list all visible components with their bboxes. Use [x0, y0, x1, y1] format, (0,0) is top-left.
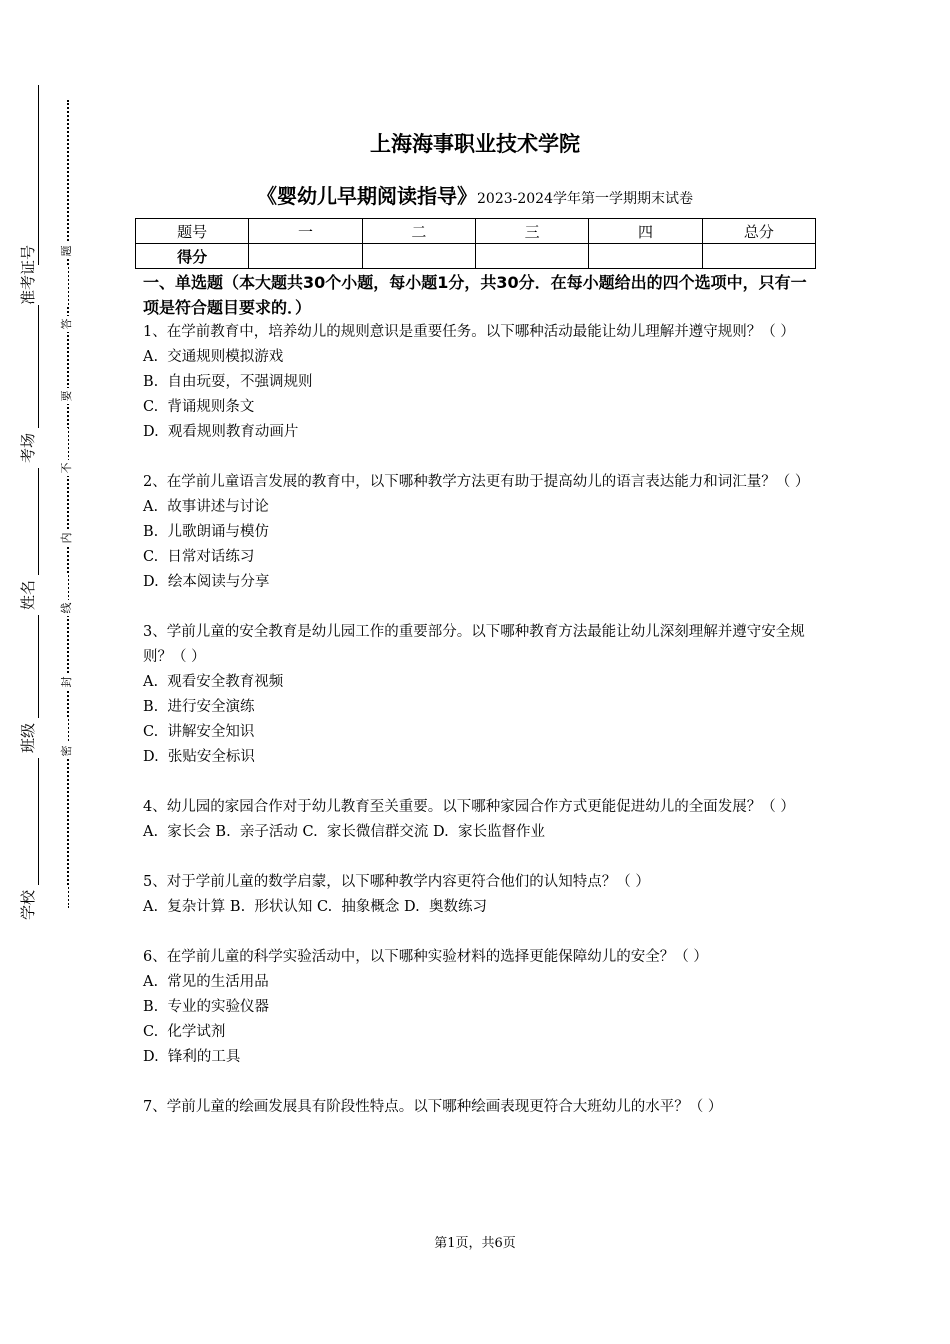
score-table: [135, 218, 816, 269]
score-cell-header: 二: [362, 219, 475, 244]
question-option: C. 化学试剂: [143, 1024, 226, 1040]
seal-char: 封: [59, 674, 75, 690]
seal-char: 题: [59, 243, 75, 259]
question-option: A. 交通规则模拟游戏: [143, 349, 284, 365]
question-item: [143, 795, 813, 845]
question-item: [143, 1095, 813, 1120]
term-label: 2023-2024学年第一学期期末试卷: [477, 191, 693, 207]
question-item: [143, 320, 813, 445]
question-option: A. 复杂计算 B. 形状认知 C. 抽象概念 D. 奥数练习: [143, 899, 487, 915]
score-cell-header: 一: [249, 219, 362, 244]
course-title: 《婴幼儿早期阅读指导》: [257, 184, 477, 208]
score-cell-header: 总分: [702, 219, 815, 244]
score-cell-label: 题号: [136, 219, 249, 244]
question-item: [143, 620, 813, 770]
question-option: C. 讲解安全知识: [143, 724, 255, 740]
binding-dotted-line: [67, 100, 69, 908]
question-stem: 3、学前儿童的安全教育是幼儿园工作的重要部分。以下哪种教育方法最能让幼儿深刻理解并遵守安全规则？（ ）: [143, 624, 805, 665]
question-option: A. 家长会 B. 亲子活动 C. 家长微信群交流 D. 家长监督作业: [143, 824, 545, 840]
question-option: D. 绘本阅读与分享: [143, 574, 270, 590]
score-table-score-row: [136, 244, 816, 269]
seal-char: 答: [59, 316, 75, 332]
question-option: A. 故事讲述与讨论: [143, 499, 269, 515]
seal-char: 要: [59, 388, 75, 404]
question-option: B. 进行安全演练: [143, 699, 255, 715]
score-cell-header: 四: [589, 219, 702, 244]
page-footer: 第1页，共6页: [434, 1236, 516, 1251]
question-stem: 4、幼儿园的家园合作对于幼儿教育至关重要。以下哪种家园合作方式更能促进幼儿的全面发展？（ ）: [143, 799, 795, 815]
question-stem: 7、学前儿童的绘画发展具有阶段性特点。以下哪种绘画表现更符合大班幼儿的水平？（ ）: [143, 1099, 723, 1115]
binding-solid-line: [38, 85, 39, 925]
exam-subtitle: [0, 180, 950, 209]
school-title: 上海海事职业技术学院: [370, 132, 580, 156]
question-option: B. 儿歌朗诵与模仿: [143, 524, 269, 540]
score-cell-empty: [702, 244, 815, 269]
question-option: D. 锋利的工具: [143, 1049, 241, 1065]
score-cell-empty: [475, 244, 588, 269]
question-option: D. 观看规则教育动画片: [143, 424, 299, 440]
seal-char: 内: [59, 530, 75, 546]
score-cell-label: 得分: [136, 244, 249, 269]
field-exam-room: 考场: [8, 428, 68, 468]
question-option: B. 自由玩耍，不强调规则: [143, 374, 313, 390]
field-school: 学校: [8, 885, 68, 925]
question-item: [143, 870, 813, 920]
field-name: 姓名: [8, 575, 68, 615]
seal-char: 不: [59, 460, 75, 476]
question-stem: 6、在学前儿童的科学实验活动中，以下哪种实验材料的选择更能保障幼儿的安全？（ ）: [143, 949, 708, 965]
seal-char: 线: [59, 600, 75, 616]
question-stem: 1、在学前教育中，培养幼儿的规则意识是重要任务。以下哪种活动最能让幼儿理解并遵守规则？（ ）: [143, 324, 795, 340]
question-item: [143, 470, 813, 595]
field-class: 班级: [8, 718, 68, 758]
question-option: D. 张贴安全标识: [143, 749, 255, 765]
section-heading: 一、单选题（本大题共30个小题，每小题1分，共30分．在每小题给出的四个选项中，只有一项是符合题目要求的．）: [143, 273, 807, 317]
field-exam-number: 准考证号: [8, 265, 68, 305]
question-item: [143, 945, 813, 1070]
question-list: [143, 320, 813, 1145]
score-cell-empty: [589, 244, 702, 269]
question-stem: 5、对于学前儿童的数学启蒙，以下哪种教学内容更符合他们的认知特点？（ ）: [143, 874, 650, 890]
score-table-header-row: [136, 219, 816, 244]
question-option: C. 日常对话练习: [143, 549, 255, 565]
question-option: A. 常见的生活用品: [143, 974, 269, 990]
score-cell-empty: [249, 244, 362, 269]
score-cell-header: 三: [475, 219, 588, 244]
seal-char: 密: [59, 743, 75, 759]
question-stem: 2、在学前儿童语言发展的教育中，以下哪种教学方法更有助于提高幼儿的语言表达能力和词汇量？（ ）: [143, 474, 810, 490]
question-option: C. 背诵规则条文: [143, 399, 255, 415]
question-option: B. 专业的实验仪器: [143, 999, 269, 1015]
question-option: A. 观看安全教育视频: [143, 674, 284, 690]
score-cell-empty: [362, 244, 475, 269]
